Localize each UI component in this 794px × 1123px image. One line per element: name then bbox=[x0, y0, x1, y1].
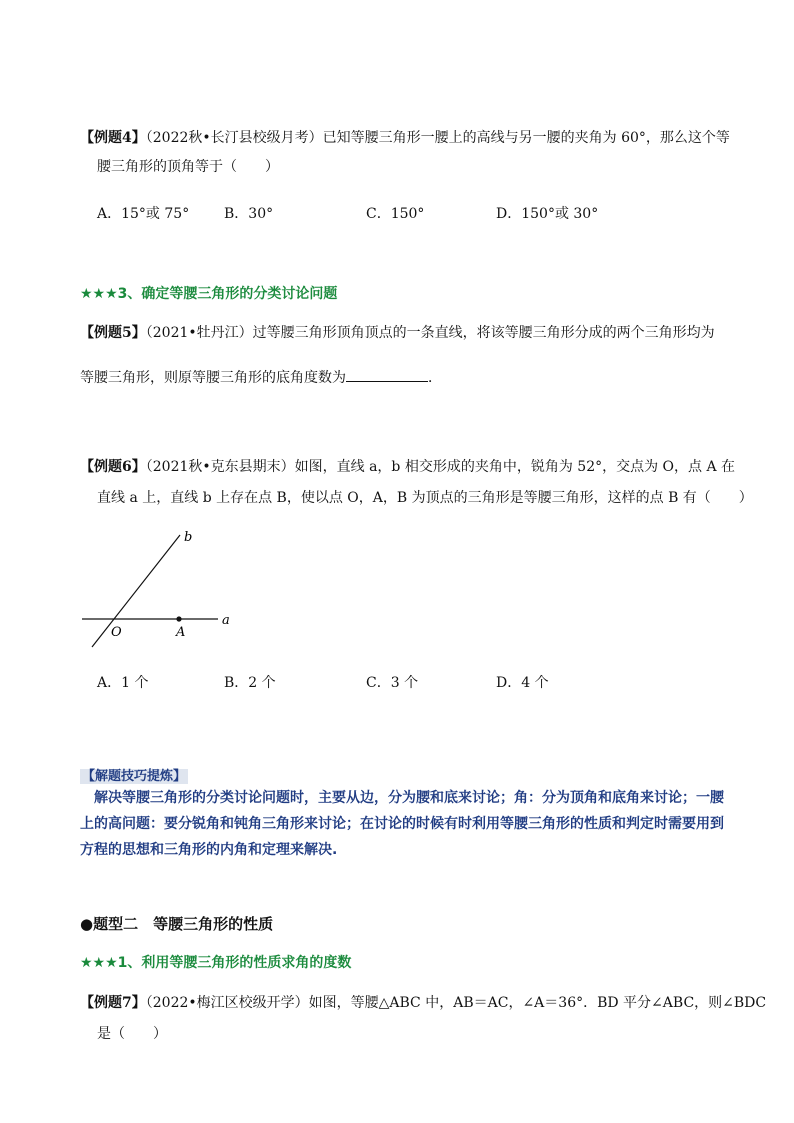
example-4-option-d: D．150°或 30° bbox=[496, 206, 599, 222]
example-4-option-a: A．15°或 75° bbox=[97, 206, 190, 222]
example-7-tag: 【例题7】 bbox=[80, 995, 146, 1011]
tips-heading: 【解题技巧提炼】 bbox=[82, 769, 187, 784]
example-4-option-c: C．150° bbox=[366, 206, 425, 222]
example-7-line2: 是（ ） bbox=[97, 1026, 167, 1042]
tips-line-3: 方程的思想和三角形的内角和定理来解决. bbox=[80, 842, 338, 858]
example-4-line1 bbox=[80, 128, 730, 148]
type-2-heading: ●题型二 等腰三角形的性质 bbox=[80, 915, 274, 933]
example-4-text-1: （2022秋•长汀县校级月考）已知等腰三角形一腰上的高线与另一腰的夹角为 60°，那么这个等 bbox=[145, 130, 730, 146]
label-b: b bbox=[184, 530, 193, 545]
example-6-figure bbox=[70, 525, 250, 655]
point-a-dot bbox=[176, 616, 181, 621]
example-4-tag: 【例题4】 bbox=[80, 130, 146, 146]
line-b bbox=[92, 535, 180, 647]
example-4-option-b: B．30° bbox=[224, 206, 274, 222]
example-6-option-d: D．4 个 bbox=[496, 675, 549, 691]
example-5-line1 bbox=[80, 323, 715, 343]
label-point-a: A bbox=[176, 625, 186, 640]
example-7-text-1: （2022•梅江区校级开学）如图，等腰△ABC 中，AB＝AC，∠A＝36°．BD 平分∠ABC，则∠BDC bbox=[145, 995, 767, 1011]
example-6-option-b: B．2 个 bbox=[224, 675, 276, 691]
answer-blank bbox=[346, 367, 428, 382]
tips-line-2: 上的高问题：要分锐角和钝角三角形来讨论；在讨论的时候有时利用等腰三角形的性质和判定时需要用到 bbox=[80, 816, 724, 832]
label-o: O bbox=[111, 625, 122, 640]
example-5-tag: 【例题5】 bbox=[80, 325, 146, 341]
example-6-tag: 【例题6】 bbox=[80, 459, 146, 475]
tips-heading-wrap bbox=[80, 765, 188, 784]
example-5-text-1: （2021•牡丹江）过等腰三角形顶角顶点的一条直线，将该等腰三角形分成的两个三角形均为 bbox=[145, 325, 715, 341]
example-5-period: ． bbox=[428, 370, 442, 386]
example-6-text-1: （2021秋•克东县期末）如图，直线 a，b 相交形成的夹角中，锐角为 52°，交点为 O，点 A 在 bbox=[145, 459, 736, 475]
section-3-heading: ★★★3、确定等腰三角形的分类讨论问题 bbox=[80, 286, 338, 302]
section-1-heading: ★★★1、利用等腰三角形的性质求角的度数 bbox=[80, 955, 352, 971]
example-7-line1 bbox=[80, 993, 766, 1013]
example-6-line2: 直线 a 上，直线 b 上存在点 B，使以点 O，A，B 为顶点的三角形是等腰三角形，这样的点 B 有（ ） bbox=[97, 490, 753, 506]
label-a: a bbox=[222, 613, 230, 628]
example-4-line2: 腰三角形的顶角等于（ ） bbox=[97, 159, 279, 175]
example-6-option-a: A．1 个 bbox=[97, 675, 149, 691]
example-5-line2 bbox=[80, 367, 442, 388]
tips-line-1: 解决等腰三角形的分类讨论问题时，主要从边，分为腰和底来讨论；角：分为顶角和底角来讨论；一腰 bbox=[80, 790, 724, 806]
example-6-option-c: C．3 个 bbox=[366, 675, 419, 691]
example-6-line1 bbox=[80, 457, 735, 477]
example-5-text-2: 等腰三角形，则原等腰三角形的底角度数为 bbox=[80, 370, 346, 386]
